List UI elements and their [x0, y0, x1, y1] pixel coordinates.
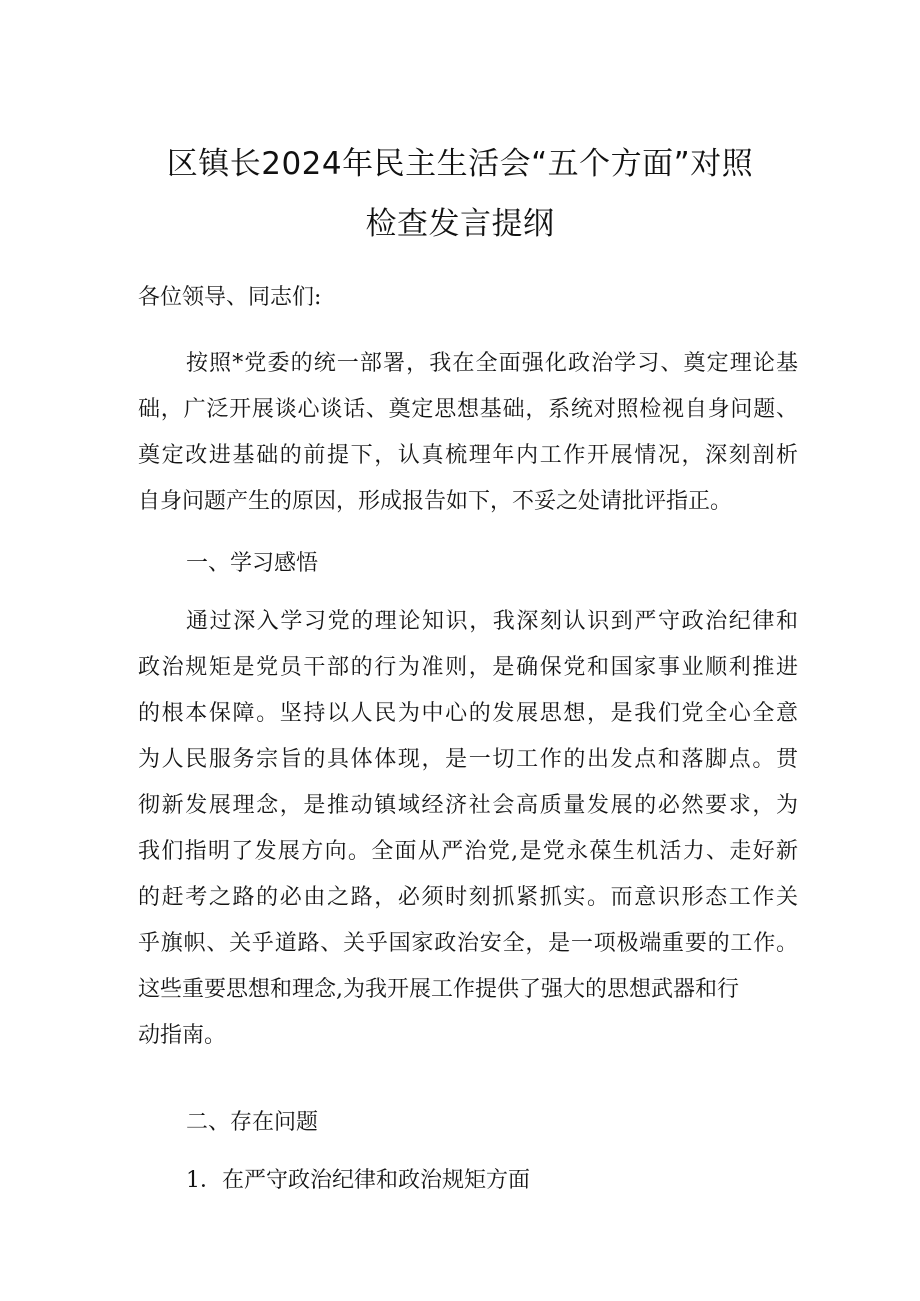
document-title-line-2: 检查发言提纲 — [365, 206, 555, 242]
learning-paragraph — [138, 599, 798, 1059]
paragraph-line: 动指南。 — [138, 1023, 227, 1048]
paragraph-line: 我们指明了发展方向。全面从严治党,是党永葆生机活力、走好新 — [138, 839, 798, 864]
subsection-heading-discipline: 1．在严守政治纪律和政治规矩方面 — [186, 1168, 530, 1193]
intro-paragraph — [138, 341, 798, 525]
paragraph-line: 的根本保障。坚持以人民为中心的发展思想，是我们党全心全意 — [138, 701, 798, 726]
intro-line: 础，广泛开展谈心谈话、奠定思想基础，系统对照检视自身问题、 — [138, 397, 798, 422]
paragraph-line: 为人民服务宗旨的具体体现，是一切工作的出发点和落脚点。贯 — [138, 747, 798, 772]
section-heading-problems: 二、存在问题 — [186, 1110, 319, 1135]
paragraph-line: 政治规矩是党员干部的行为准则，是确保党和国家事业顺利推进 — [138, 655, 798, 680]
document-title-line-1: 区镇长2024年民主生活会“五个方面”对照 — [166, 146, 754, 182]
paragraph-line: 这些重要思想和理念,为我开展工作提供了强大的思想武器和行 — [138, 977, 739, 1002]
paragraph-line: 彻新发展理念，是推动镇域经济社会高质量发展的必然要求，为 — [138, 793, 798, 818]
intro-line: 按照*党委的统一部署，我在全面强化政治学习、奠定理论基 — [186, 351, 798, 376]
paragraph-line: 乎旗帜、关乎道路、关乎国家政治安全，是一项极端重要的工作。 — [138, 931, 798, 956]
intro-line: 自身问题产生的原因，形成报告如下，不妥之处请批评指正。 — [138, 489, 733, 514]
paragraph-line: 的赶考之路的必由之路，必须时刻抓紧抓实。而意识形态工作关 — [138, 885, 798, 910]
paragraph-line: 通过深入学习党的理论知识，我深刻认识到严守政治纪律和 — [186, 609, 798, 634]
greeting: 各位领导、同志们: — [138, 285, 322, 310]
section-heading-learning: 一、学习感悟 — [186, 551, 319, 576]
intro-line: 奠定改进基础的前提下，认真梳理年内工作开展情况，深刻剖析 — [138, 443, 798, 468]
